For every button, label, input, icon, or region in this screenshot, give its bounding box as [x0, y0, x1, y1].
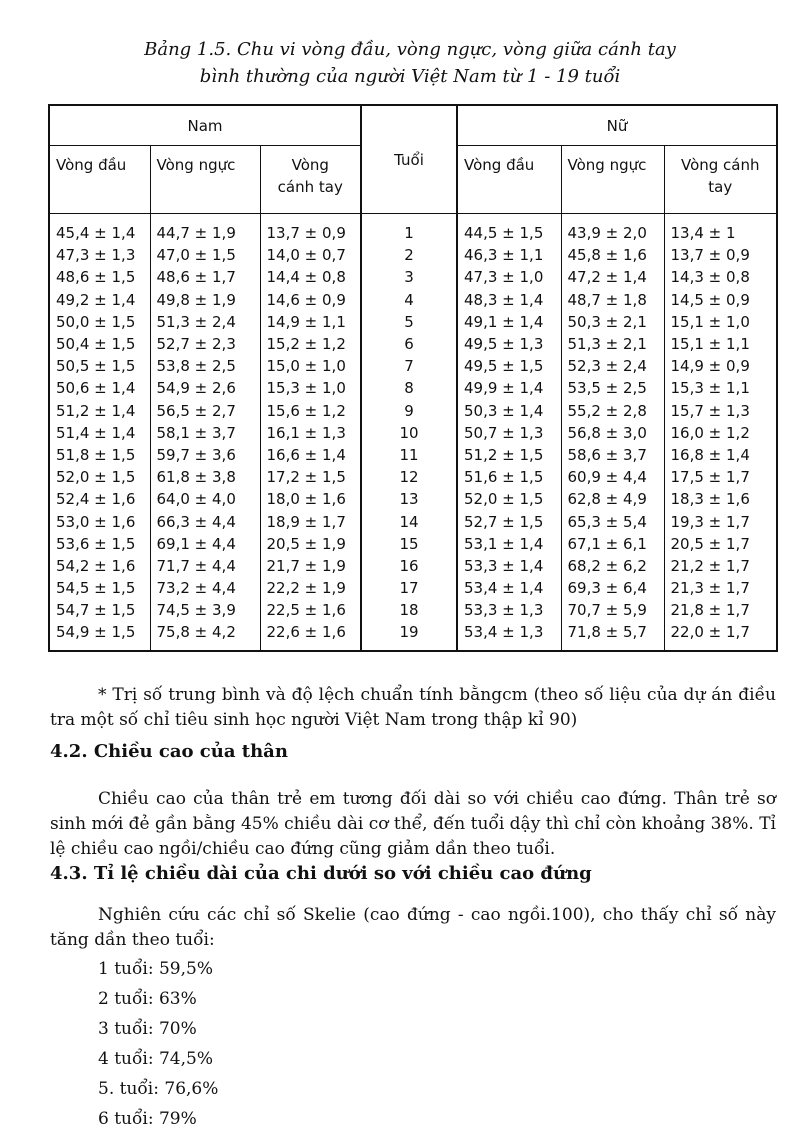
cell-f-arm: 18,3 ± 1,6 [664, 488, 777, 510]
cell-f-arm: 13,4 ± 1 [664, 222, 777, 244]
cell-m-head: 51,8 ± 1,5 [49, 444, 150, 466]
header-male-chest: Vòng ngực [150, 146, 260, 214]
header-female-chest: Vòng ngực [561, 146, 664, 214]
cell-f-arm: 13,7 ± 0,9 [664, 244, 777, 266]
cell-age: 17 [361, 577, 457, 599]
header-male-arm [260, 146, 361, 214]
cell-m-chest: 69,1 ± 4,4 [150, 533, 260, 555]
cell-f-chest: 43,9 ± 2,0 [561, 222, 664, 244]
cell-f-head: 48,3 ± 1,4 [457, 289, 561, 311]
cell-m-head: 54,7 ± 1,5 [49, 599, 150, 621]
cell-age: 3 [361, 266, 457, 288]
cell-m-head: 52,4 ± 1,6 [49, 488, 150, 510]
cell-m-chest: 52,7 ± 2,3 [150, 333, 260, 355]
cell-m-chest: 54,9 ± 2,6 [150, 377, 260, 399]
cell-m-head: 50,0 ± 1,5 [49, 311, 150, 333]
cell-m-head: 50,4 ± 1,5 [49, 333, 150, 355]
table-row [49, 400, 777, 422]
cell-f-arm: 20,5 ± 1,7 [664, 533, 777, 555]
cell-m-chest: 51,3 ± 2,4 [150, 311, 260, 333]
cell-age: 15 [361, 533, 457, 555]
cell-f-head: 49,1 ± 1,4 [457, 311, 561, 333]
cell-f-arm: 14,9 ± 0,9 [664, 355, 777, 377]
table-row [49, 533, 777, 555]
cell-f-arm: 16,8 ± 1,4 [664, 444, 777, 466]
cell-m-head: 54,5 ± 1,5 [49, 577, 150, 599]
cell-m-arm: 14,9 ± 1,1 [260, 311, 361, 333]
cell-m-arm: 15,3 ± 1,0 [260, 377, 361, 399]
cell-f-arm: 15,3 ± 1,1 [664, 377, 777, 399]
table-row [49, 621, 777, 650]
cell-f-chest: 62,8 ± 4,9 [561, 488, 664, 510]
cell-age: 5 [361, 311, 457, 333]
table-row [49, 289, 777, 311]
cell-f-chest: 56,8 ± 3,0 [561, 422, 664, 444]
cell-f-chest: 48,7 ± 1,8 [561, 289, 664, 311]
table-row [49, 377, 777, 399]
measurement-table [48, 104, 778, 652]
list-item: 1 tuổi: 59,5% [98, 959, 213, 979]
cell-m-head: 45,4 ± 1,4 [49, 222, 150, 244]
cell-f-chest: 45,8 ± 1,6 [561, 244, 664, 266]
cell-age: 19 [361, 621, 457, 650]
cell-f-head: 53,3 ± 1,4 [457, 555, 561, 577]
table-body [49, 222, 777, 651]
cell-m-arm: 22,2 ± 1,9 [260, 577, 361, 599]
list-item: 5. tuổi: 76,6% [98, 1079, 219, 1099]
cell-m-arm: 13,7 ± 0,9 [260, 222, 361, 244]
cell-f-head: 52,7 ± 1,5 [457, 510, 561, 532]
cell-age: 6 [361, 333, 457, 355]
cell-m-chest: 48,6 ± 1,7 [150, 266, 260, 288]
table-row [49, 333, 777, 355]
cell-f-head: 52,0 ± 1,5 [457, 488, 561, 510]
table-row [49, 599, 777, 621]
cell-f-head: 46,3 ± 1,1 [457, 244, 561, 266]
cell-m-chest: 58,1 ± 3,7 [150, 422, 260, 444]
table-caption [40, 36, 780, 90]
header-male-arm-line2: cánh tay [277, 178, 343, 196]
header-female-arm-line2: tay [708, 178, 733, 196]
cell-f-head: 49,5 ± 1,3 [457, 333, 561, 355]
cell-age: 13 [361, 488, 457, 510]
cell-age: 12 [361, 466, 457, 488]
cell-m-head: 54,2 ± 1,6 [49, 555, 150, 577]
table-row [49, 577, 777, 599]
cell-f-arm: 14,3 ± 0,8 [664, 266, 777, 288]
cell-m-chest: 49,8 ± 1,9 [150, 289, 260, 311]
list-item: 6 tuổi: 79% [98, 1109, 197, 1129]
cell-f-head: 47,3 ± 1,0 [457, 266, 561, 288]
cell-f-chest: 50,3 ± 2,1 [561, 311, 664, 333]
section-heading-4-3: 4.3. Tỉ lệ chiều dài của chi dưới so với chiều cao đứng [50, 863, 592, 884]
cell-m-chest: 73,2 ± 4,4 [150, 577, 260, 599]
section-4-2-paragraph: Chiều cao của thân trẻ em tương đối dài so với chiều cao đứng. Thân trẻ sơ sinh mới đẻ gần bằng 45% chiều dài cơ thể, đến tuổi dậy thì chỉ còn khoảng 38%. Tỉ lệ chiều cao ngồi/chiều cao đứng cũng giảm dần theo tuổi. [50, 789, 776, 859]
cell-f-chest: 60,9 ± 4,4 [561, 466, 664, 488]
table-row [49, 510, 777, 532]
cell-age: 2 [361, 244, 457, 266]
cell-m-arm: 20,5 ± 1,9 [260, 533, 361, 555]
table-row [49, 488, 777, 510]
cell-m-head: 54,9 ± 1,5 [49, 621, 150, 650]
caption-line-2: bình thường của người Việt Nam từ 1 - 19 tuổi [199, 66, 621, 87]
table-footnote: * Trị số trung bình và độ lệch chuẩn tính bằngcm (theo số liệu của dự án điều tra một số chỉ tiêu sinh học người Việt Nam trong thập kỉ 90) [50, 685, 776, 730]
cell-m-chest: 47,0 ± 1,5 [150, 244, 260, 266]
cell-f-head: 50,7 ± 1,3 [457, 422, 561, 444]
list-item: 2 tuổi: 63% [98, 989, 197, 1009]
cell-f-chest: 58,6 ± 3,7 [561, 444, 664, 466]
cell-f-chest: 69,3 ± 6,4 [561, 577, 664, 599]
table-row [49, 355, 777, 377]
cell-f-arm: 15,1 ± 1,1 [664, 333, 777, 355]
section-4-3-paragraph: Nghiên cứu các chỉ số Skelie (cao đứng - cao ngồi.100), cho thấy chỉ số này tăng dần theo tuổi: [50, 905, 776, 950]
cell-m-head: 52,0 ± 1,5 [49, 466, 150, 488]
cell-f-chest: 65,3 ± 5,4 [561, 510, 664, 532]
cell-f-head: 44,5 ± 1,5 [457, 222, 561, 244]
cell-age: 14 [361, 510, 457, 532]
cell-m-head: 53,6 ± 1,5 [49, 533, 150, 555]
cell-f-head: 53,3 ± 1,3 [457, 599, 561, 621]
cell-f-chest: 67,1 ± 6,1 [561, 533, 664, 555]
header-female-arm-line1: Vòng cánh [680, 156, 760, 174]
cell-m-chest: 53,8 ± 2,5 [150, 355, 260, 377]
cell-m-chest: 66,3 ± 4,4 [150, 510, 260, 532]
header-female-head: Vòng đầu [457, 146, 561, 214]
cell-f-chest: 53,5 ± 2,5 [561, 377, 664, 399]
cell-m-chest: 56,5 ± 2,7 [150, 400, 260, 422]
cell-m-arm: 16,1 ± 1,3 [260, 422, 361, 444]
cell-m-head: 51,2 ± 1,4 [49, 400, 150, 422]
cell-f-chest: 71,8 ± 5,7 [561, 621, 664, 650]
cell-m-arm: 18,0 ± 1,6 [260, 488, 361, 510]
table-row [49, 422, 777, 444]
table-row [49, 311, 777, 333]
cell-f-chest: 51,3 ± 2,1 [561, 333, 664, 355]
cell-f-head: 51,2 ± 1,5 [457, 444, 561, 466]
cell-m-arm: 15,2 ± 1,2 [260, 333, 361, 355]
cell-m-arm: 14,4 ± 0,8 [260, 266, 361, 288]
cell-f-arm: 21,2 ± 1,7 [664, 555, 777, 577]
cell-m-chest: 71,7 ± 4,4 [150, 555, 260, 577]
cell-m-head: 50,5 ± 1,5 [49, 355, 150, 377]
header-male-head: Vòng đầu [49, 146, 150, 214]
cell-age: 16 [361, 555, 457, 577]
table-row [49, 466, 777, 488]
cell-m-head: 48,6 ± 1,5 [49, 266, 150, 288]
cell-m-chest: 44,7 ± 1,9 [150, 222, 260, 244]
cell-f-chest: 52,3 ± 2,4 [561, 355, 664, 377]
table-row [49, 555, 777, 577]
cell-f-arm: 14,5 ± 0,9 [664, 289, 777, 311]
cell-f-chest: 70,7 ± 5,9 [561, 599, 664, 621]
cell-age: 7 [361, 355, 457, 377]
cell-m-arm: 16,6 ± 1,4 [260, 444, 361, 466]
header-male-arm-line1: Vòng [291, 156, 329, 174]
cell-f-head: 49,9 ± 1,4 [457, 377, 561, 399]
cell-m-head: 49,2 ± 1,4 [49, 289, 150, 311]
header-age: Tuổi [361, 105, 457, 214]
cell-f-arm: 15,7 ± 1,3 [664, 400, 777, 422]
cell-m-chest: 75,8 ± 4,2 [150, 621, 260, 650]
cell-age: 18 [361, 599, 457, 621]
cell-f-arm: 21,8 ± 1,7 [664, 599, 777, 621]
cell-f-arm: 22,0 ± 1,7 [664, 621, 777, 650]
cell-m-chest: 61,8 ± 3,8 [150, 466, 260, 488]
table-row [49, 444, 777, 466]
cell-m-arm: 21,7 ± 1,9 [260, 555, 361, 577]
cell-f-head: 53,1 ± 1,4 [457, 533, 561, 555]
cell-m-head: 51,4 ± 1,4 [49, 422, 150, 444]
cell-f-head: 51,6 ± 1,5 [457, 466, 561, 488]
cell-m-head: 50,6 ± 1,4 [49, 377, 150, 399]
table-row [49, 222, 777, 244]
table-row [49, 266, 777, 288]
cell-m-chest: 64,0 ± 4,0 [150, 488, 260, 510]
cell-m-chest: 59,7 ± 3,6 [150, 444, 260, 466]
cell-age: 4 [361, 289, 457, 311]
caption-line-1: Bảng 1.5. Chu vi vòng đầu, vòng ngực, vòng giữa cánh tay [144, 39, 676, 60]
cell-f-head: 49,5 ± 1,5 [457, 355, 561, 377]
cell-m-chest: 74,5 ± 3,9 [150, 599, 260, 621]
header-female: Nữ [457, 105, 777, 146]
cell-age: 9 [361, 400, 457, 422]
cell-f-chest: 68,2 ± 6,2 [561, 555, 664, 577]
cell-f-arm: 19,3 ± 1,7 [664, 510, 777, 532]
cell-m-arm: 14,6 ± 0,9 [260, 289, 361, 311]
cell-f-arm: 17,5 ± 1,7 [664, 466, 777, 488]
cell-m-head: 53,0 ± 1,6 [49, 510, 150, 532]
cell-f-chest: 47,2 ± 1,4 [561, 266, 664, 288]
cell-m-arm: 15,0 ± 1,0 [260, 355, 361, 377]
list-item: 4 tuổi: 74,5% [98, 1049, 213, 1069]
cell-m-arm: 14,0 ± 0,7 [260, 244, 361, 266]
cell-age: 11 [361, 444, 457, 466]
cell-f-arm: 16,0 ± 1,2 [664, 422, 777, 444]
cell-f-chest: 55,2 ± 2,8 [561, 400, 664, 422]
cell-m-arm: 22,5 ± 1,6 [260, 599, 361, 621]
cell-f-arm: 15,1 ± 1,0 [664, 311, 777, 333]
cell-m-arm: 15,6 ± 1,2 [260, 400, 361, 422]
cell-m-arm: 17,2 ± 1,5 [260, 466, 361, 488]
cell-f-arm: 21,3 ± 1,7 [664, 577, 777, 599]
cell-age: 8 [361, 377, 457, 399]
section-heading-4-2: 4.2. Chiều cao của thân [50, 741, 288, 762]
cell-m-head: 47,3 ± 1,3 [49, 244, 150, 266]
header-male: Nam [49, 105, 361, 146]
table-row [49, 244, 777, 266]
cell-f-head: 53,4 ± 1,3 [457, 621, 561, 650]
list-item: 3 tuổi: 70% [98, 1019, 197, 1039]
cell-age: 1 [361, 222, 457, 244]
cell-m-arm: 22,6 ± 1,6 [260, 621, 361, 650]
skelie-index-list [98, 954, 218, 1134]
cell-age: 10 [361, 422, 457, 444]
cell-m-arm: 18,9 ± 1,7 [260, 510, 361, 532]
cell-f-head: 53,4 ± 1,4 [457, 577, 561, 599]
cell-f-head: 50,3 ± 1,4 [457, 400, 561, 422]
header-female-arm [664, 146, 777, 214]
